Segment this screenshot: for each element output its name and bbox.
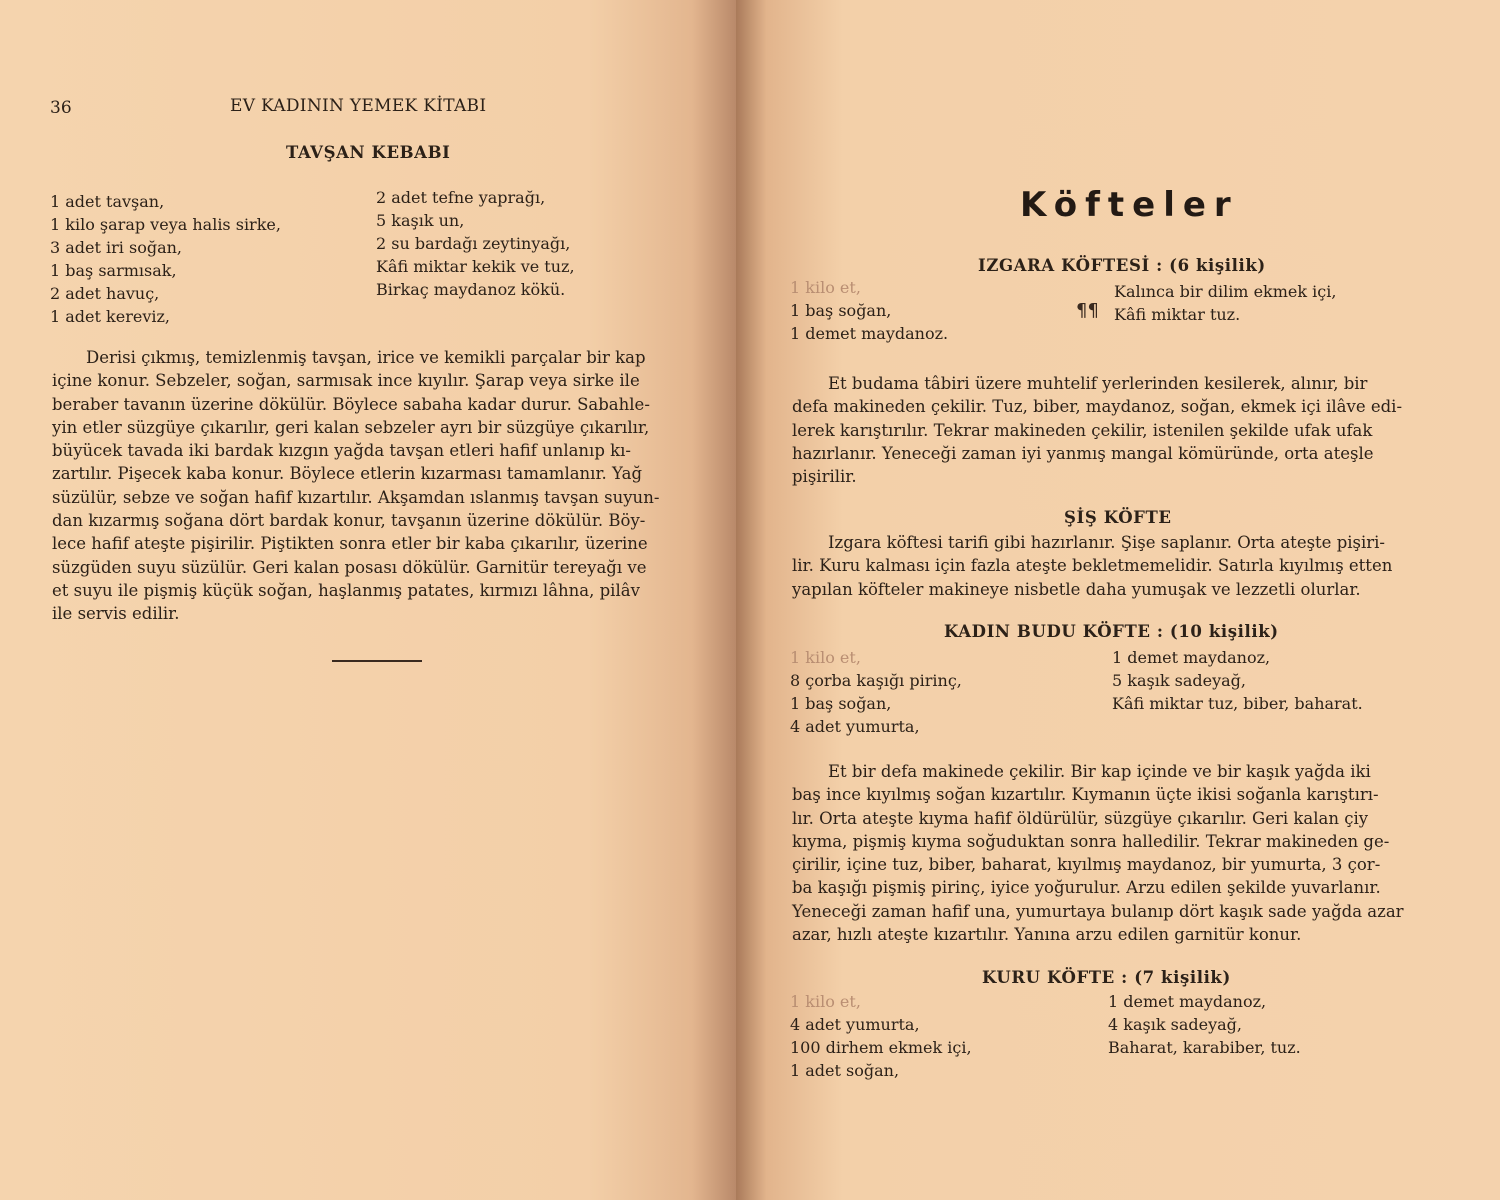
ingredient: 2 adet havuç, — [50, 284, 160, 303]
running-head: EV KADININ YEMEK KİTABI — [230, 96, 487, 116]
ingredient: 5 kaşık un, — [376, 211, 465, 230]
ingredient: 1 baş soğan, — [790, 301, 892, 320]
ingredients-left-kuru — [790, 990, 972, 1082]
ingredient: 4 adet yumurta, — [790, 1015, 920, 1034]
ingredient: Baharat, karabiber, tuz. — [1108, 1038, 1301, 1057]
ingredient: 1 kilo et, — [790, 992, 861, 1011]
recipe-body-tavsan — [52, 346, 698, 626]
body-line: pişirilir. — [792, 467, 857, 487]
ingredient: 2 adet tefne yaprağı, — [376, 188, 546, 207]
recipe-title-izgara: IZGARA KÖFTESİ : (6 kişilik) — [978, 256, 1266, 275]
ingredient: Kâfi miktar tuz. — [1114, 305, 1241, 324]
section-divider — [332, 660, 422, 662]
ingredient: Kâfi miktar tuz, biber, baharat. — [1112, 694, 1363, 713]
ingredient: 1 kilo et, — [790, 648, 861, 667]
ingredients-right-kadin-budu — [1112, 646, 1363, 715]
ingredient: 4 kaşık sadeyağ, — [1108, 1015, 1242, 1034]
body-line: yapılan köfteler makineye nisbetle daha yumuşak ve lezzetli olurlar. — [792, 579, 1361, 599]
body-line: lece hafif ateşte pişirilir. Piştikten sonra etler bir kaba çıkarılır, üzerine — [52, 534, 648, 554]
ingredient: 1 baş soğan, — [790, 694, 892, 713]
recipe-title-tavsan: TAVŞAN KEBABI — [286, 143, 451, 162]
ingredients-left-tavsan — [50, 190, 281, 328]
chapter-title: Köfteler — [1020, 185, 1239, 225]
ingredient: Kâfi miktar kekik ve tuz, — [376, 257, 575, 276]
body-line: çirilir, içine tuz, biber, baharat, kıyılmış maydanoz, bir yumurta, 3 çor- — [792, 855, 1381, 875]
body-line: lerek karıştırılır. Tekrar makineden çekilir, istenilen şekilde ufak ufak — [792, 420, 1373, 440]
recipe-title-sis: ŞİŞ KÖFTE — [1064, 508, 1172, 527]
body-line: defa makineden çekilir. Tuz, biber, maydanoz, soğan, ekmek içi ilâve edi- — [792, 397, 1403, 417]
left-page — [0, 0, 736, 1200]
ingredient: 3 adet iri soğan, — [50, 238, 183, 257]
body-line: et suyu ile pişmiş küçük soğan, haşlanmış patates, kırmızı lâhna, pilâv — [52, 580, 640, 600]
body-line: büyücek tavada iki bardak kızgın yağda tavşan etleri hafif unlanıp kı- — [52, 441, 631, 461]
ingredient: 100 dirhem ekmek içi, — [790, 1038, 972, 1057]
ingredients-right-izgara — [1114, 280, 1336, 326]
body-line: hazırlanır. Yeneceği zaman iyi yanmış mangal kömüründe, orta ateşle — [792, 443, 1374, 463]
recipe-body-kadin-budu — [792, 760, 1436, 946]
ingredient: Birkaç maydanoz kökü. — [376, 280, 566, 299]
ingredient: 4 adet yumurta, — [790, 717, 920, 736]
ingredient: 2 su bardağı zeytinyağı, — [376, 234, 571, 253]
body-line: baş ince kıyılmış soğan kızartılır. Kıymanın üçte ikisi soğanla karıştırı- — [792, 785, 1379, 805]
body-line: yin etler süzgüye çıkarılır, geri kalan sebzeler ayrı bir süzgüye çıkarılır, — [52, 417, 650, 437]
body-line: Et bir defa makinede çekilir. Bir kap içinde ve bir kaşık yağda iki — [828, 762, 1371, 781]
body-line: dan kızarmış soğana dört bardak konur, tavşanın üzerine dökülür. Böy- — [52, 511, 646, 531]
right-page — [736, 0, 1500, 1200]
recipe-body-sis — [792, 531, 1436, 601]
ingredients-right-tavsan — [376, 186, 575, 301]
ingredient: 1 kilo et, — [790, 278, 861, 297]
body-line: lır. Orta ateşte kıyma hafif öldürülür, süzgüye çıkarılır. Geri kalan çiy — [792, 808, 1369, 828]
body-line: beraber tavanın üzerine dökülür. Böylece sabaha kadar durur. Sabahle- — [52, 394, 650, 414]
recipe-title-kadin-budu: KADIN BUDU KÖFTE : (10 kişilik) — [944, 622, 1279, 641]
body-line: içine konur. Sebzeler, soğan, sarmısak ince kıyılır. Şarap veya sirke ile — [52, 371, 640, 391]
ingredient: 1 adet kereviz, — [50, 307, 170, 326]
body-line: Et budama tâbiri üzere muhtelif yerlerinden kesilerek, alınır, bir — [828, 374, 1368, 393]
ingredient: 1 demet maydanoz, — [1112, 648, 1271, 667]
ingredient: 1 demet maydanoz. — [790, 324, 949, 343]
ingredients-right-kuru — [1108, 990, 1301, 1059]
body-line: Yeneceği zaman hafif una, yumurtaya bulanıp dört kaşık sade yağda azar — [792, 901, 1404, 921]
body-line: ile servis edilir. — [52, 604, 180, 624]
ingredients-left-kadin-budu — [790, 646, 962, 738]
ingredient: 5 kaşık sadeyağ, — [1112, 671, 1246, 690]
body-line: azar, hızlı ateşte kızartılır. Yanına arzu edilen garnitür konur. — [792, 925, 1302, 945]
body-line: süzgüden suyu süzülür. Geri kalan posası dökülür. Garnitür tereyağı ve — [52, 557, 647, 577]
body-line: süzülür, sebze ve soğan hafif kızartılır. Akşamdan ıslanmış tavşan suyun- — [52, 487, 660, 507]
recipe-title-kuru: KURU KÖFTE : (7 kişilik) — [982, 968, 1231, 987]
body-line: zartılır. Pişecek kaba konur. Böylece etlerin kızarması tamamlanır. Yağ — [52, 464, 643, 484]
body-line: Izgara köftesi tarifi gibi hazırlanır. Şişe saplanır. Orta ateşte pişiri- — [828, 533, 1386, 552]
recipe-body-izgara — [792, 372, 1436, 488]
body-line: ba kaşığı pişmiş pirinç, iyice yoğurulur. Arzu edilen şekilde yuvarlanır. — [792, 878, 1381, 898]
ornament-mark: ¶¶ — [1076, 300, 1099, 321]
ingredients-left-izgara — [790, 276, 948, 345]
body-line: kıyma, pişmiş kıyma soğuduktan sonra halledilir. Tekrar makineden ge- — [792, 831, 1390, 851]
page-number: 36 — [50, 98, 72, 118]
ingredient: Kalınca bir dilim ekmek içi, — [1114, 282, 1337, 301]
ingredient: 1 adet tavşan, — [50, 192, 165, 211]
ingredient: 1 demet maydanoz, — [1108, 992, 1267, 1011]
ingredient: 1 baş sarmısak, — [50, 261, 177, 280]
ingredient: 8 çorba kaşığı pirinç, — [790, 671, 962, 690]
body-line: Derisi çıkmış, temizlenmiş tavşan, irice ve kemikli parçalar bir kap — [86, 348, 646, 367]
ingredient: 1 kilo şarap veya halis sirke, — [50, 215, 281, 234]
body-line: lir. Kuru kalması için fazla ateşte bekletmemelidir. Satırla kıyılmış etten — [792, 556, 1393, 576]
ingredient: 1 adet soğan, — [790, 1061, 900, 1080]
